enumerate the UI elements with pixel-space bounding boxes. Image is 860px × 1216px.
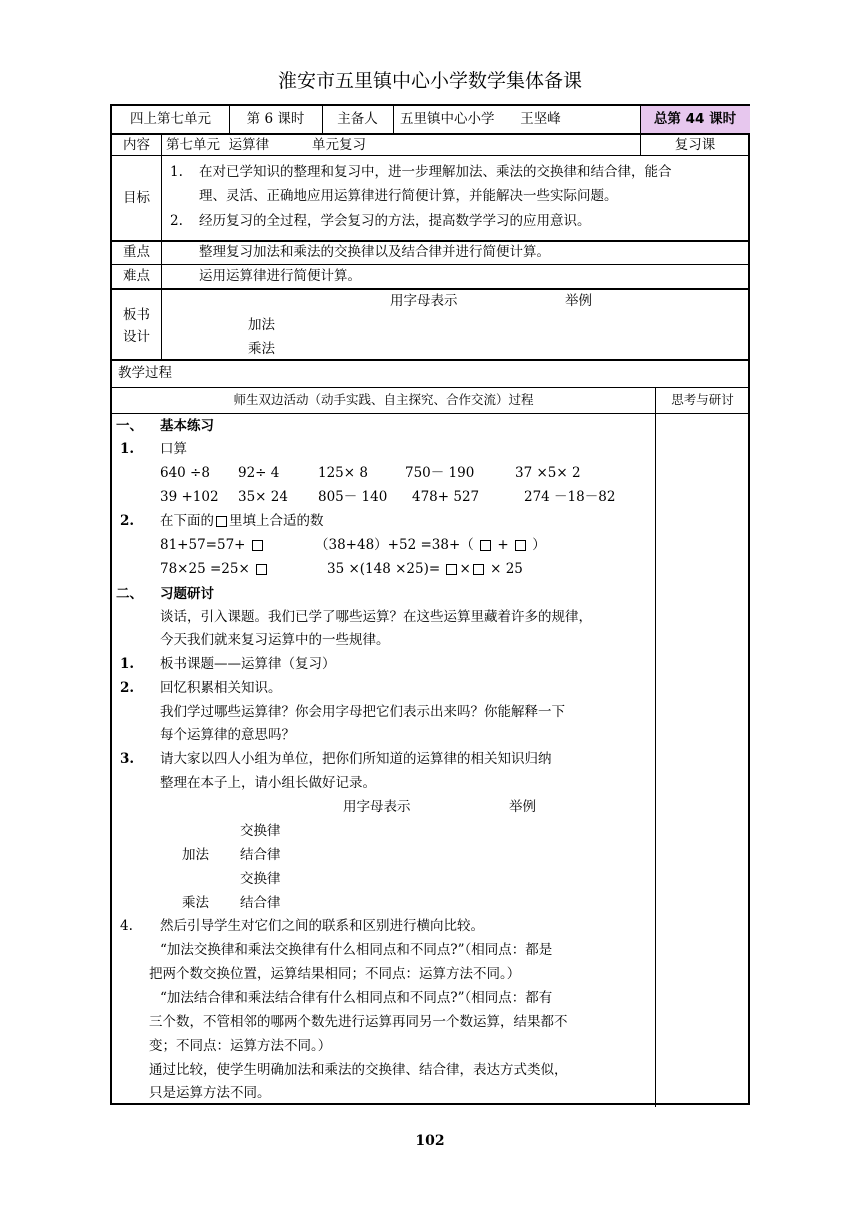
step-3-line-1: 请大家以四人小组为单位，把你们所知道的运算律的相关知识归纳 — [160, 751, 552, 767]
fill-b1 — [160, 558, 269, 581]
board-label-1: 板书 — [123, 307, 150, 323]
blank-box-icon — [480, 540, 491, 551]
add-associative: 结合律 — [240, 847, 281, 863]
blank-box-icon — [252, 540, 263, 551]
total-lesson-cell: 总第 44 课时 — [653, 111, 737, 127]
compare-line-2: 把两个数交换位置，运算结果相同；不同点：运算方法不同。） — [149, 966, 521, 982]
section-2-title: 习题研讨 — [160, 586, 214, 602]
step-4-text: 然后引导学生对它们之间的联系和区别进行横向比较。 — [160, 918, 484, 934]
difficulty-label: 难点 — [123, 268, 150, 284]
key-point-label: 重点 — [123, 244, 150, 260]
oral-5: 37 ×5× 2 — [515, 465, 581, 481]
compare-line-5: 变；不同点：运算方法不同。） — [149, 1038, 332, 1054]
mul-commutative: 交换律 — [240, 871, 281, 887]
compare-line-3: “加法结合律和乘法结合律有什么相同点和不同点?”（相同点：都有 — [160, 990, 553, 1006]
fill-a1-text: 81+57=57+ — [160, 537, 246, 553]
fill-b2-times: × — [459, 561, 471, 577]
blank-box-icon — [446, 564, 457, 575]
mul-associative: 结合律 — [240, 895, 281, 911]
preparer-cell: 五里镇中心小学 王坚峰 — [400, 111, 561, 127]
intro-line-2: 今天我们就来复习运算中的一些规律。 — [160, 632, 390, 648]
content-label: 内容 — [123, 137, 150, 153]
oral-4: 750－ 190 — [405, 465, 475, 481]
board-col-example: 举例 — [565, 293, 592, 309]
step-2-detail-1: 我们学过哪些运算律？你会用字母把它们表示出来吗？你能解释一下 — [160, 704, 565, 720]
fill-a2-text: （38+48）+52 =38+（ — [315, 537, 474, 553]
compare-line-7: 只是运算方法不同。 — [149, 1085, 271, 1101]
difficulty-value: 运用运算律进行简便计算。 — [199, 268, 361, 284]
step-4-number: 4. — [120, 918, 133, 934]
blank-box-icon — [216, 516, 227, 527]
board-row-mul: 乘法 — [248, 341, 275, 357]
compare-line-6: 通过比较，使学生明确加法和乘法的交换律、结合律，表达方式类似， — [149, 1062, 568, 1078]
oral-6: 39 +102 — [160, 489, 219, 505]
page-number: 102 — [415, 1133, 445, 1149]
blank-box-icon — [515, 540, 526, 551]
fill-b2-text: 35 ×(148 ×25)= — [327, 561, 441, 577]
unit-cell: 四上第七单元 — [130, 111, 211, 127]
lesson-type: 复习课 — [674, 137, 716, 153]
intro-line-1: 谈话，引入课题。我们已学了哪些运算？在这些运算里藏着许多的规律， — [160, 609, 592, 625]
oral-9: 478+ 527 — [412, 489, 480, 505]
step-2-text: 回忆积累相关知识。 — [160, 680, 282, 696]
fill-a2 — [315, 534, 546, 557]
oral-1: 640 ÷8 — [160, 465, 210, 481]
section-1-title: 基本练习 — [160, 418, 214, 434]
oral-3: 125× 8 — [318, 465, 368, 481]
section-1-number: 一、 — [116, 418, 143, 434]
compare-line-4: 三个数，不管相邻的哪两个数先进行运算再同另一个数运算，结果都不 — [149, 1014, 568, 1030]
q1-number: 1. — [120, 441, 135, 457]
content-value: 第七单元 运算律 单元复习 — [166, 137, 366, 153]
mul-label: 乘法 — [182, 895, 209, 911]
add-label: 加法 — [182, 847, 209, 863]
q2-number: 2. — [120, 513, 135, 529]
q2-text-before: 在下面的 — [160, 513, 214, 529]
table-col-example: 举例 — [509, 799, 536, 815]
q2-text — [160, 510, 324, 533]
fill-b2 — [327, 558, 523, 581]
goal-2-number: 2. — [170, 213, 183, 229]
lesson-plan-table — [110, 104, 750, 1105]
oral-2: 92÷ 4 — [238, 465, 280, 481]
oral-8: 805－ 140 — [318, 489, 388, 505]
section-2-number: 二、 — [116, 586, 143, 602]
q1-text: 口算 — [160, 441, 187, 457]
compare-line-1: “加法交换律和乘法交换律有什么相同点和不同点?”（相同点：都是 — [160, 942, 553, 958]
lesson-cell: 第 6 课时 — [246, 111, 305, 127]
fill-b1-text: 78×25 =25× — [160, 561, 250, 577]
step-3-number: 3. — [120, 751, 135, 767]
preparer-label: 主备人 — [337, 111, 378, 127]
page-title: 淮安市五里镇中心小学数学集体备课 — [277, 70, 582, 92]
step-3-line-2: 整理在本子上，请小组长做好记录。 — [160, 775, 376, 791]
fill-a2-plus: + — [497, 537, 509, 553]
board-row-add: 加法 — [248, 317, 275, 333]
goal-1-number: 1. — [170, 164, 183, 180]
board-label-2: 设计 — [123, 329, 150, 345]
fill-a1 — [160, 534, 265, 557]
activity-header: 师生双边活动（动手实践、自主探究、合作交流）过程 — [233, 392, 534, 407]
blank-box-icon — [256, 564, 267, 575]
reflection-header: 思考与研讨 — [671, 392, 734, 407]
blank-box-icon — [473, 564, 484, 575]
q2-text-after: 里填上合适的数 — [229, 513, 324, 529]
step-1-number: 1. — [120, 656, 135, 672]
step-1-text: 板书课题——运算律（复习） — [160, 656, 336, 672]
goal-1-line-2: 理、灵活、正确地应用运算律进行简便计算，并能解决一些实际问题。 — [199, 188, 618, 204]
step-2-number: 2. — [120, 680, 135, 696]
board-col-letter: 用字母表示 — [390, 293, 458, 309]
oral-7: 35× 24 — [238, 489, 288, 505]
goal-1-line-1: 在对已学知识的整理和复习中，进一步理解加法、乘法的交换律和结合律，能合 — [199, 164, 672, 180]
goals-label: 目标 — [123, 190, 150, 206]
key-point-value: 整理复习加法和乘法的交换律以及结合律并进行简便计算。 — [199, 244, 550, 260]
step-2-detail-2: 每个运算律的意思吗？ — [160, 727, 295, 743]
goal-2-line-1: 经历复习的全过程，学会复习的方法，提高数学学习的应用意识。 — [199, 213, 591, 229]
oral-10: 274 －18－82 — [524, 489, 616, 505]
table-col-letter: 用字母表示 — [343, 799, 411, 815]
process-label: 教学过程 — [118, 365, 172, 381]
fill-b2-end: × 25 — [490, 561, 523, 577]
fill-a2-end: ） — [532, 537, 546, 553]
add-commutative: 交换律 — [240, 823, 281, 839]
